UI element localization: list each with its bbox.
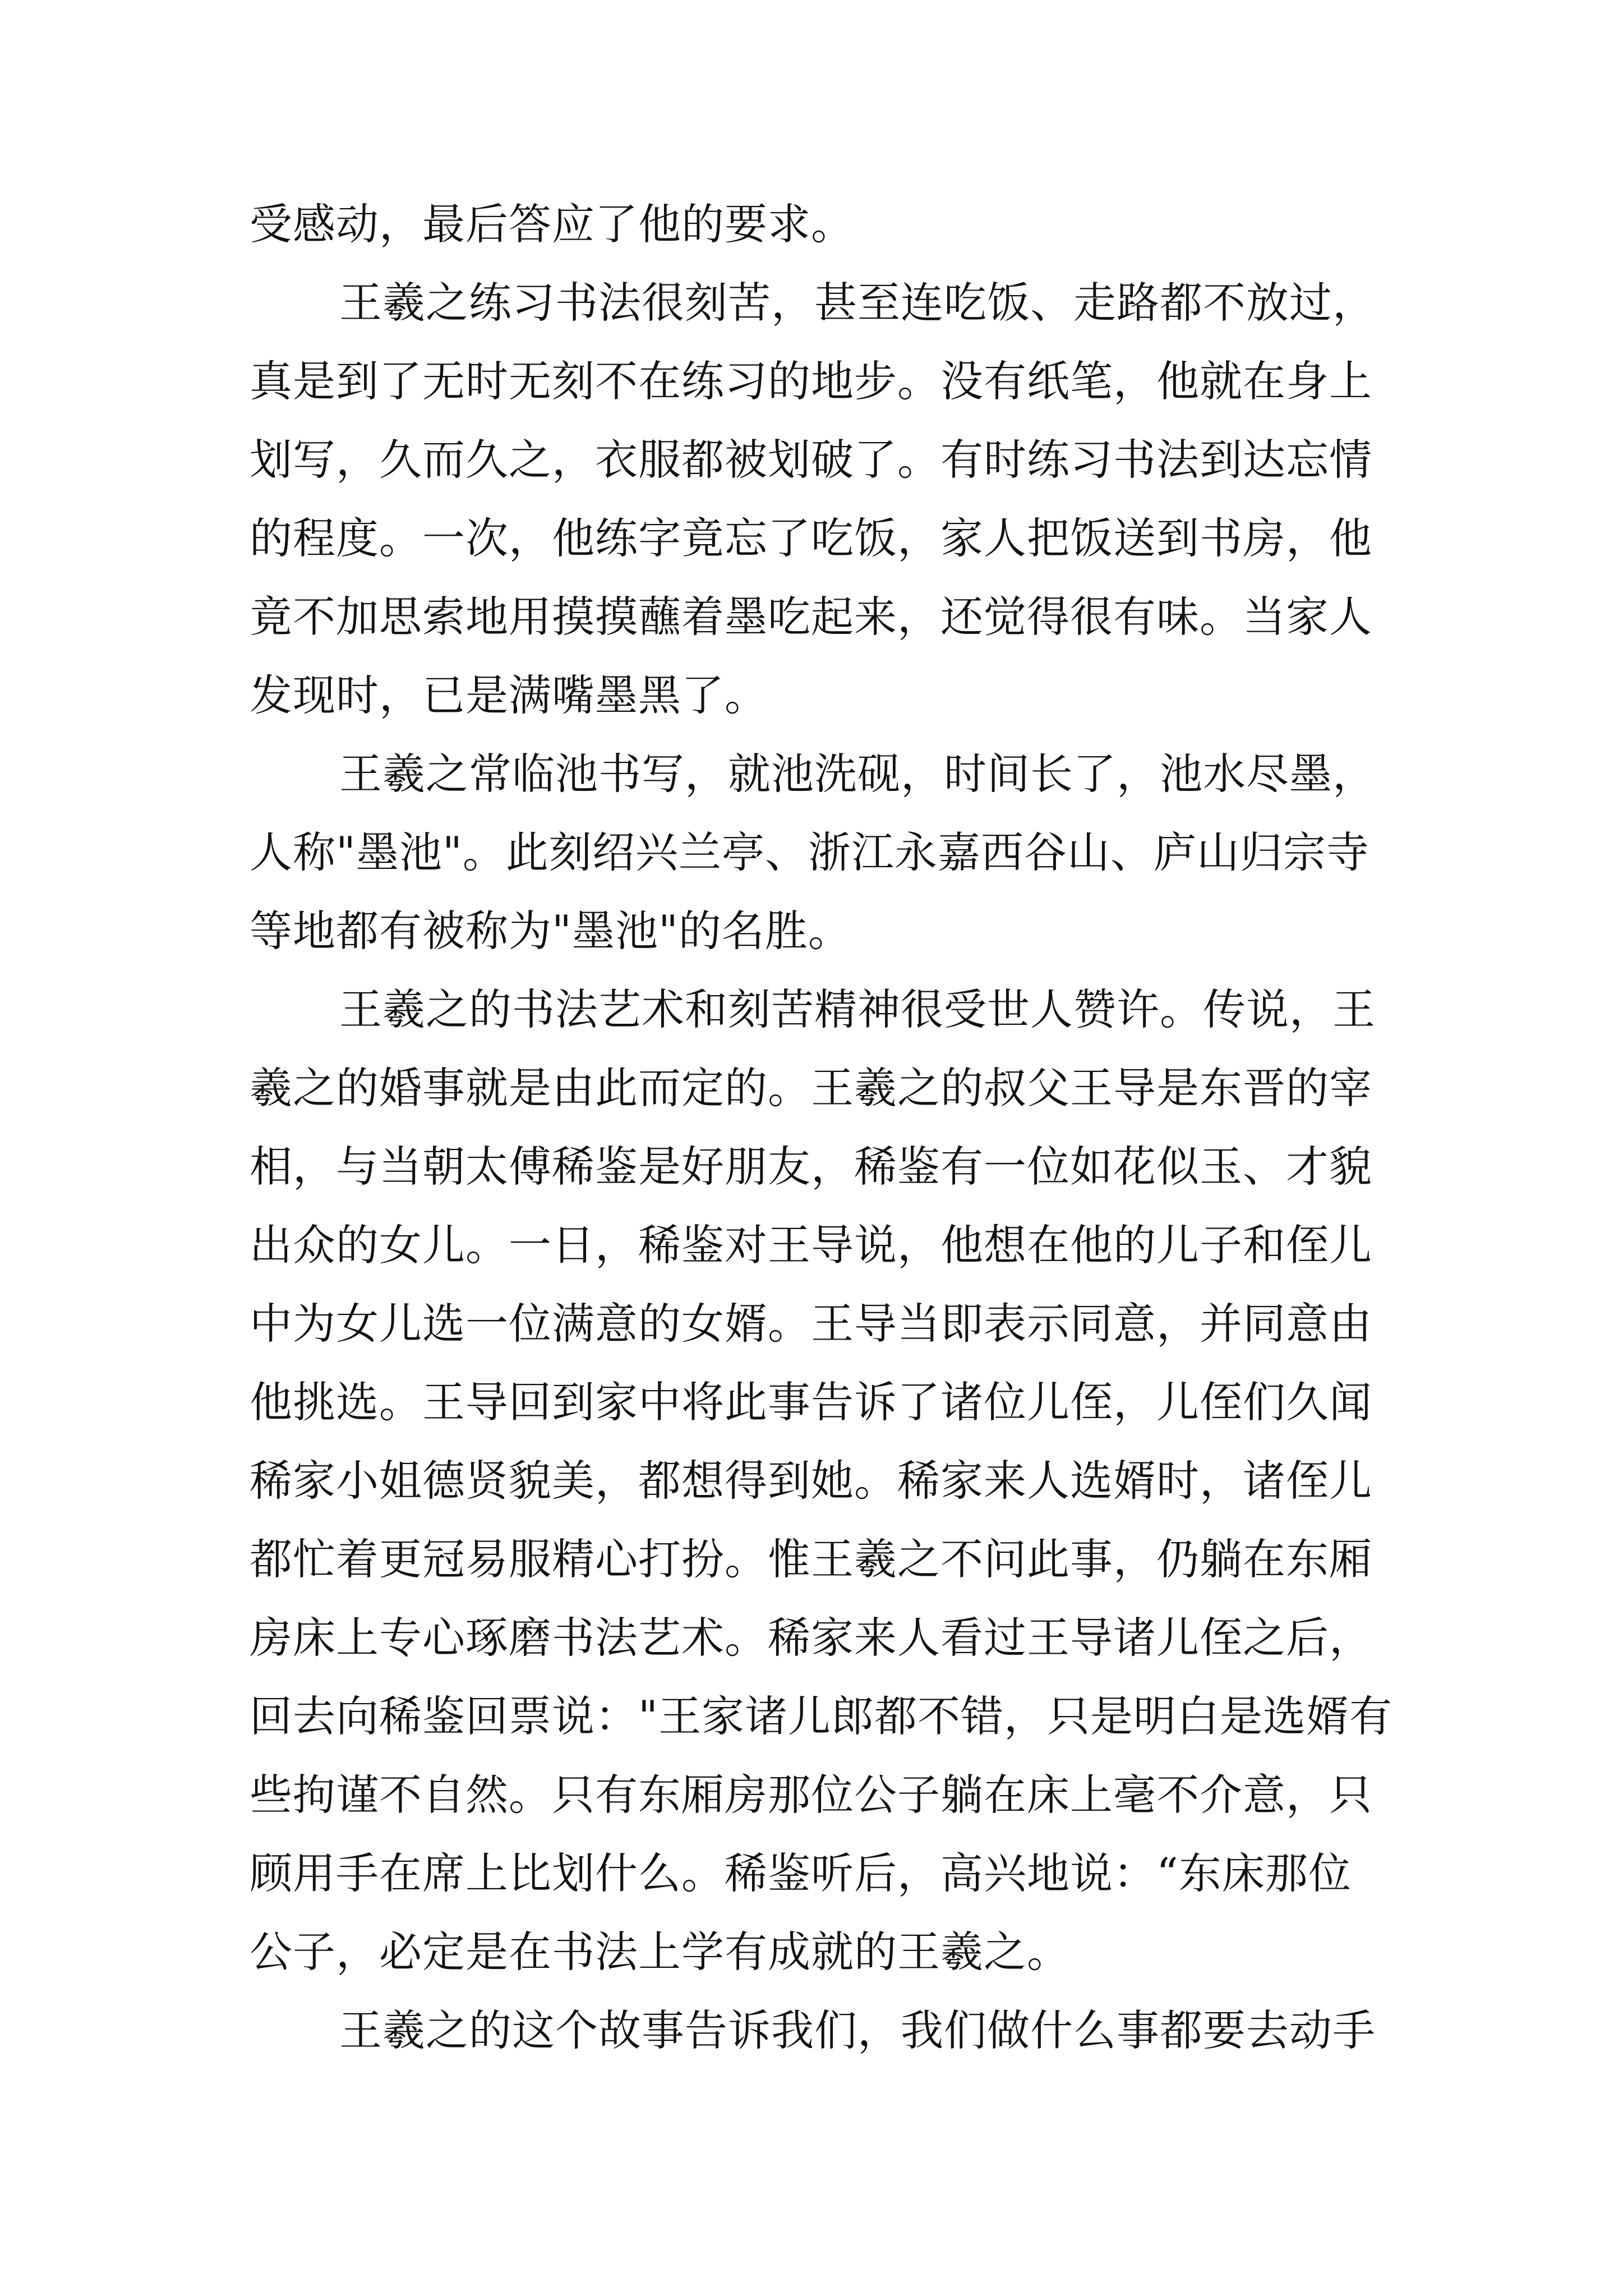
text-line: 受感动，最后答应了他的要求。 [250, 199, 854, 249]
paragraph-start-line: 王羲之练习书法很刻苦，甚至连吃饭、走路都不放过， [339, 278, 1376, 328]
text-line: 稀家小姐德贤貌美，都想得到她。稀家来人选婿时，诸侄儿 [250, 1456, 1372, 1506]
text-line: 的程度。一次，他练字竟忘了吃饭，家人把饭送到书房，他 [250, 513, 1372, 563]
text-line: 公子，必定是在书法上学有成就的王羲之。 [250, 1927, 1070, 1977]
text-line: 都忙着更冠易服精心打扮。惟王羲之不问此事，仍躺在东厢 [250, 1534, 1372, 1584]
text-line: 相，与当朝太傅稀鉴是好朋友，稀鉴有一位如花似玉、才貌 [250, 1142, 1372, 1191]
text-line: 些拘谨不自然。只有东厢房那位公子躺在床上毫不介意，只 [250, 1770, 1372, 1820]
text-line: 顾用手在席上比划什么。稀鉴听后，高兴地说：“东床那位 [250, 1848, 1352, 1898]
paragraph-start-line: 王羲之的书法艺术和刻苦精神很受世人赞许。传说，王 [339, 984, 1376, 1034]
text-line: 真是到了无时无刻不在练习的地步。没有纸笔，他就在身上 [250, 356, 1372, 406]
text-line: 竟不加思索地用摸摸蘸着墨吃起来，还觉得很有味。当家人 [250, 592, 1372, 642]
text-line: 羲之的婚事就是由此而定的。王羲之的叔父王导是东晋的宰 [250, 1063, 1372, 1113]
text-line: 中为女儿选一位满意的女婿。王导当即表示同意，并同意由 [250, 1299, 1372, 1349]
text-line: 等地都有被称为"墨池"的名胜。 [250, 906, 851, 956]
text-line: 回去向稀鉴回票说："王家诸儿郎都不错，只是明白是选婿有 [250, 1691, 1393, 1741]
paragraph-start-line: 王羲之常临池书写，就池洗砚，时间长了，池水尽墨， [339, 749, 1376, 799]
text-line: 发现时，已是满嘴墨黑了。 [250, 670, 768, 720]
text-line: 他挑选。王导回到家中将此事告诉了诸位儿侄，儿侄们久闻 [250, 1377, 1372, 1427]
paragraph-start-line: 王羲之的这个故事告诉我们，我们做什么事都要去动手 [339, 2005, 1376, 2055]
text-line: 房床上专心琢磨书法艺术。稀家来人看过王导诸儿侄之后， [250, 1613, 1372, 1663]
text-line: 人称"墨池"。此刻绍兴兰亭、浙江永嘉西谷山、庐山归宗寺 [250, 827, 1370, 877]
text-line: 出众的女儿。一日，稀鉴对王导说，他想在他的儿子和侄儿 [250, 1220, 1372, 1270]
body-text [250, 185, 1391, 2070]
text-line: 划写，久而久之，衣服都被划破了。有时练习书法到达忘情 [250, 435, 1372, 485]
